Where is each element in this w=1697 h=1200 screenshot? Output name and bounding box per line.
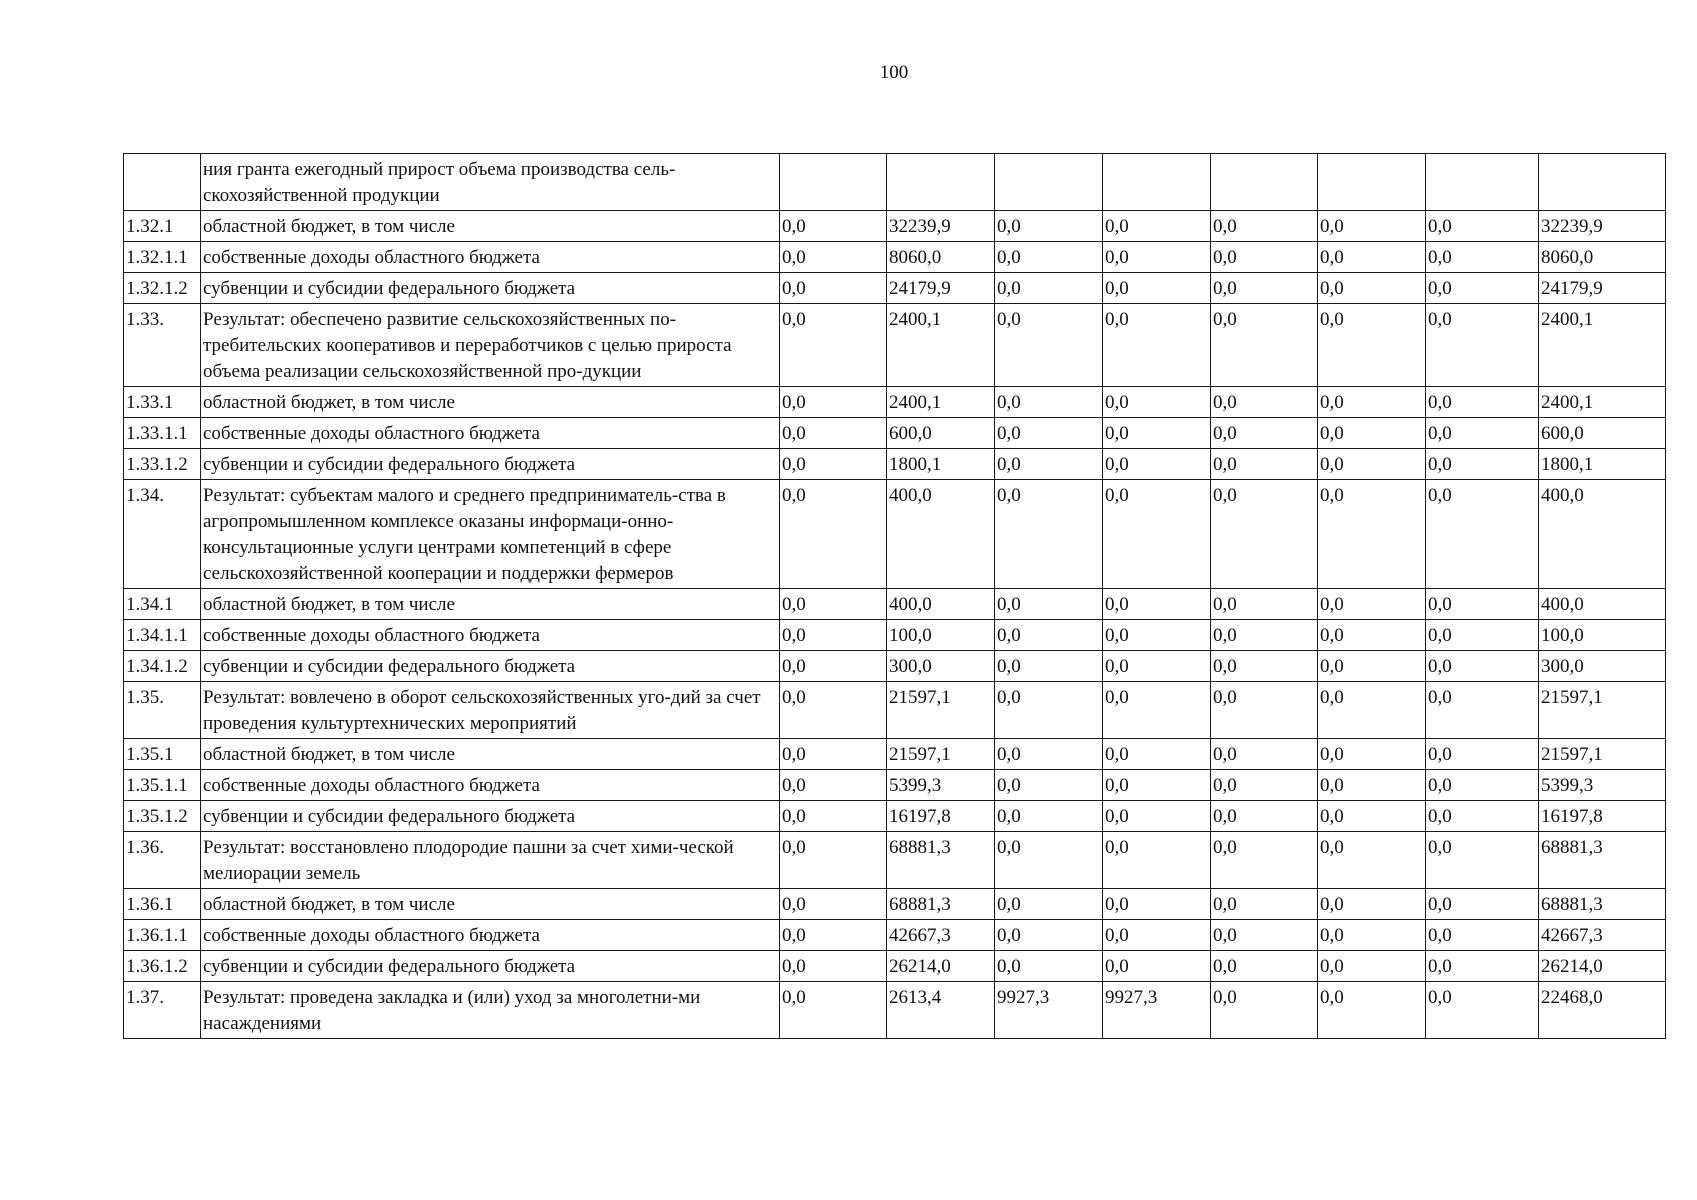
row-description-cell: Результат: субъектам малого и среднего предприниматель-ства в агропромышленном комплексе оказаны информаци-онно-консультационные услуги центрами компетенций в сфере сельскохозяйственной кооперации и поддержки фермеров: [201, 480, 780, 589]
value-cell: 600,0: [887, 418, 995, 449]
value-cell: [780, 154, 887, 211]
value-cell: 0,0: [1318, 589, 1426, 620]
value-cell: 0,0: [995, 387, 1103, 418]
value-cell: 0,0: [780, 273, 887, 304]
value-cell: 9927,3: [995, 982, 1103, 1039]
table-row: [124, 449, 1666, 480]
row-code-cell: 1.36.1.2: [124, 951, 201, 982]
value-cell: 0,0: [1211, 801, 1318, 832]
row-code-cell: 1.35.1.1: [124, 770, 201, 801]
value-cell: 8060,0: [1539, 242, 1666, 273]
value-cell: 0,0: [1318, 304, 1426, 387]
value-cell: 0,0: [780, 651, 887, 682]
row-description-cell: субвенции и субсидии федерального бюджета: [201, 651, 780, 682]
value-cell: 0,0: [780, 770, 887, 801]
value-cell: 0,0: [1103, 480, 1211, 589]
row-description-cell: собственные доходы областного бюджета: [201, 770, 780, 801]
row-description-cell: Результат: проведена закладка и (или) уход за многолетни-ми насаждениями: [201, 982, 780, 1039]
row-description-cell: областной бюджет, в том числе: [201, 211, 780, 242]
value-cell: [995, 154, 1103, 211]
value-cell: 0,0: [780, 982, 887, 1039]
value-cell: 400,0: [887, 480, 995, 589]
value-cell: 2400,1: [887, 387, 995, 418]
value-cell: 0,0: [780, 739, 887, 770]
value-cell: 0,0: [1211, 211, 1318, 242]
value-cell: 0,0: [1318, 982, 1426, 1039]
row-code-cell: 1.32.1.2: [124, 273, 201, 304]
value-cell: 0,0: [1103, 589, 1211, 620]
row-description-cell: областной бюджет, в том числе: [201, 387, 780, 418]
value-cell: 0,0: [1103, 801, 1211, 832]
row-code-cell: 1.33.1.2: [124, 449, 201, 480]
value-cell: 0,0: [995, 211, 1103, 242]
value-cell: 0,0: [780, 951, 887, 982]
value-cell: [1318, 154, 1426, 211]
table-row: [124, 304, 1666, 387]
value-cell: 0,0: [1318, 770, 1426, 801]
row-description-cell: собственные доходы областного бюджета: [201, 242, 780, 273]
value-cell: 0,0: [1103, 304, 1211, 387]
row-description-cell: субвенции и субсидии федерального бюджета: [201, 801, 780, 832]
value-cell: 5399,3: [1539, 770, 1666, 801]
value-cell: 0,0: [1318, 832, 1426, 889]
value-cell: 0,0: [1103, 418, 1211, 449]
value-cell: 0,0: [1103, 273, 1211, 304]
value-cell: 0,0: [1426, 620, 1539, 651]
value-cell: 0,0: [995, 889, 1103, 920]
table-row: [124, 801, 1666, 832]
value-cell: 0,0: [1103, 739, 1211, 770]
row-description-cell: собственные доходы областного бюджета: [201, 418, 780, 449]
table-row: [124, 982, 1666, 1039]
value-cell: 22468,0: [1539, 982, 1666, 1039]
row-code-cell: 1.35.1: [124, 739, 201, 770]
table-row: [124, 951, 1666, 982]
value-cell: 0,0: [1103, 682, 1211, 739]
value-cell: 0,0: [1426, 651, 1539, 682]
value-cell: 0,0: [1426, 480, 1539, 589]
value-cell: 0,0: [1211, 242, 1318, 273]
value-cell: 0,0: [995, 739, 1103, 770]
value-cell: 0,0: [1318, 273, 1426, 304]
value-cell: 0,0: [995, 682, 1103, 739]
value-cell: 0,0: [1318, 418, 1426, 449]
row-code-cell: 1.33.: [124, 304, 201, 387]
table-row: [124, 770, 1666, 801]
value-cell: 600,0: [1539, 418, 1666, 449]
value-cell: 21597,1: [1539, 739, 1666, 770]
value-cell: 0,0: [1211, 651, 1318, 682]
value-cell: 0,0: [1426, 920, 1539, 951]
value-cell: 0,0: [1318, 951, 1426, 982]
value-cell: 0,0: [995, 620, 1103, 651]
value-cell: 0,0: [1103, 651, 1211, 682]
value-cell: 1800,1: [1539, 449, 1666, 480]
value-cell: 0,0: [1426, 982, 1539, 1039]
table-row: [124, 889, 1666, 920]
row-code-cell: 1.36.1.1: [124, 920, 201, 951]
value-cell: 0,0: [1318, 739, 1426, 770]
row-code-cell: 1.33.1: [124, 387, 201, 418]
value-cell: 0,0: [780, 801, 887, 832]
value-cell: 0,0: [1103, 889, 1211, 920]
value-cell: 24179,9: [1539, 273, 1666, 304]
value-cell: 0,0: [780, 242, 887, 273]
row-description-cell: собственные доходы областного бюджета: [201, 620, 780, 651]
value-cell: 0,0: [1211, 951, 1318, 982]
value-cell: 0,0: [1103, 242, 1211, 273]
value-cell: 0,0: [995, 273, 1103, 304]
value-cell: 26214,0: [887, 951, 995, 982]
table-row: [124, 418, 1666, 449]
value-cell: 0,0: [780, 304, 887, 387]
value-cell: 68881,3: [1539, 889, 1666, 920]
row-description-cell: ния гранта ежегодный прирост объема производства сель-скохозяйственной продукции: [201, 154, 780, 211]
row-description-cell: субвенции и субсидии федерального бюджета: [201, 273, 780, 304]
value-cell: 1800,1: [887, 449, 995, 480]
value-cell: 0,0: [1426, 449, 1539, 480]
row-code-cell: 1.36.: [124, 832, 201, 889]
value-cell: 0,0: [995, 770, 1103, 801]
row-description-cell: областной бюджет, в том числе: [201, 589, 780, 620]
value-cell: 100,0: [1539, 620, 1666, 651]
value-cell: 2613,4: [887, 982, 995, 1039]
value-cell: 0,0: [1211, 620, 1318, 651]
value-cell: 5399,3: [887, 770, 995, 801]
value-cell: 0,0: [1211, 480, 1318, 589]
value-cell: 300,0: [1539, 651, 1666, 682]
value-cell: 26214,0: [1539, 951, 1666, 982]
value-cell: 0,0: [780, 889, 887, 920]
value-cell: 0,0: [1426, 304, 1539, 387]
value-cell: 0,0: [1318, 889, 1426, 920]
value-cell: 42667,3: [1539, 920, 1666, 951]
row-description-cell: областной бюджет, в том числе: [201, 889, 780, 920]
value-cell: 68881,3: [1539, 832, 1666, 889]
value-cell: 0,0: [1211, 770, 1318, 801]
page-number: 100: [879, 62, 909, 83]
value-cell: 300,0: [887, 651, 995, 682]
value-cell: 0,0: [1426, 739, 1539, 770]
row-description-cell: областной бюджет, в том числе: [201, 739, 780, 770]
value-cell: 2400,1: [887, 304, 995, 387]
value-cell: 0,0: [1103, 920, 1211, 951]
row-description-cell: субвенции и субсидии федерального бюджета: [201, 951, 780, 982]
value-cell: 16197,8: [887, 801, 995, 832]
value-cell: 0,0: [1211, 920, 1318, 951]
value-cell: 0,0: [1318, 449, 1426, 480]
value-cell: 0,0: [995, 480, 1103, 589]
value-cell: 32239,9: [1539, 211, 1666, 242]
value-cell: 0,0: [1318, 620, 1426, 651]
value-cell: 0,0: [1318, 387, 1426, 418]
value-cell: 2400,1: [1539, 387, 1666, 418]
row-code-cell: 1.35.1.2: [124, 801, 201, 832]
value-cell: 2400,1: [1539, 304, 1666, 387]
value-cell: 0,0: [995, 418, 1103, 449]
row-description-cell: Результат: восстановлено плодородие пашни за счет хими-ческой мелиорации земель: [201, 832, 780, 889]
value-cell: 42667,3: [887, 920, 995, 951]
value-cell: 0,0: [1318, 682, 1426, 739]
value-cell: 400,0: [1539, 589, 1666, 620]
value-cell: 0,0: [1426, 889, 1539, 920]
table-row: [124, 211, 1666, 242]
value-cell: 0,0: [780, 920, 887, 951]
value-cell: 21597,1: [887, 682, 995, 739]
value-cell: 0,0: [1318, 920, 1426, 951]
value-cell: 0,0: [1103, 387, 1211, 418]
value-cell: 0,0: [1426, 951, 1539, 982]
value-cell: 0,0: [995, 832, 1103, 889]
value-cell: 32239,9: [887, 211, 995, 242]
value-cell: 0,0: [995, 242, 1103, 273]
value-cell: 0,0: [995, 589, 1103, 620]
value-cell: 0,0: [1211, 387, 1318, 418]
value-cell: 0,0: [1318, 651, 1426, 682]
value-cell: 0,0: [1318, 480, 1426, 589]
table-row: [124, 832, 1666, 889]
value-cell: 0,0: [1211, 739, 1318, 770]
value-cell: 0,0: [780, 589, 887, 620]
value-cell: 68881,3: [887, 832, 995, 889]
row-code-cell: 1.37.: [124, 982, 201, 1039]
row-code-cell: 1.34.1.1: [124, 620, 201, 651]
value-cell: [1426, 154, 1539, 211]
table-row: [124, 480, 1666, 589]
value-cell: 0,0: [1426, 242, 1539, 273]
row-description-cell: Результат: вовлечено в оборот сельскохозяйственных уго-дий за счет проведения культуртехнических мероприятий: [201, 682, 780, 739]
table-body: [124, 154, 1666, 1039]
value-cell: 9927,3: [1103, 982, 1211, 1039]
row-code-cell: [124, 154, 201, 211]
value-cell: 100,0: [887, 620, 995, 651]
value-cell: 0,0: [780, 682, 887, 739]
table-row: [124, 651, 1666, 682]
value-cell: [887, 154, 995, 211]
value-cell: 0,0: [1211, 273, 1318, 304]
value-cell: 24179,9: [887, 273, 995, 304]
value-cell: 400,0: [887, 589, 995, 620]
value-cell: 0,0: [1211, 589, 1318, 620]
value-cell: 0,0: [1426, 273, 1539, 304]
value-cell: 0,0: [1426, 589, 1539, 620]
value-cell: 21597,1: [1539, 682, 1666, 739]
value-cell: 0,0: [995, 304, 1103, 387]
table-row: [124, 154, 1666, 211]
row-code-cell: 1.32.1: [124, 211, 201, 242]
value-cell: 0,0: [1318, 801, 1426, 832]
value-cell: 0,0: [1103, 211, 1211, 242]
value-cell: 0,0: [1426, 682, 1539, 739]
value-cell: 0,0: [780, 449, 887, 480]
row-code-cell: 1.34.: [124, 480, 201, 589]
table-row: [124, 387, 1666, 418]
value-cell: 0,0: [1211, 832, 1318, 889]
value-cell: 0,0: [780, 620, 887, 651]
value-cell: 21597,1: [887, 739, 995, 770]
budget-table-container: [123, 153, 1665, 1039]
value-cell: 16197,8: [1539, 801, 1666, 832]
value-cell: 0,0: [1103, 449, 1211, 480]
table-row: [124, 682, 1666, 739]
value-cell: 0,0: [1426, 770, 1539, 801]
row-description-cell: Результат: обеспечено развитие сельскохозяйственных по-требительских кооперативов и переработчиков с целью прироста объема реализации сельскохозяйственной про-дукции: [201, 304, 780, 387]
row-code-cell: 1.34.1.2: [124, 651, 201, 682]
table-row: [124, 739, 1666, 770]
value-cell: [1103, 154, 1211, 211]
value-cell: 68881,3: [887, 889, 995, 920]
value-cell: 0,0: [1426, 832, 1539, 889]
value-cell: 8060,0: [887, 242, 995, 273]
value-cell: 0,0: [1211, 449, 1318, 480]
value-cell: 0,0: [1103, 620, 1211, 651]
row-code-cell: 1.36.1: [124, 889, 201, 920]
value-cell: 0,0: [1426, 387, 1539, 418]
row-code-cell: 1.34.1: [124, 589, 201, 620]
value-cell: 0,0: [1103, 832, 1211, 889]
table-row: [124, 920, 1666, 951]
value-cell: 0,0: [1211, 304, 1318, 387]
table-row: [124, 273, 1666, 304]
row-code-cell: 1.35.: [124, 682, 201, 739]
value-cell: 0,0: [995, 951, 1103, 982]
value-cell: 0,0: [1103, 770, 1211, 801]
value-cell: 0,0: [1211, 982, 1318, 1039]
table-row: [124, 589, 1666, 620]
table-row: [124, 242, 1666, 273]
value-cell: 0,0: [1318, 242, 1426, 273]
value-cell: 0,0: [1426, 211, 1539, 242]
row-code-cell: 1.32.1.1: [124, 242, 201, 273]
value-cell: 0,0: [780, 418, 887, 449]
value-cell: 0,0: [1211, 889, 1318, 920]
value-cell: 0,0: [1211, 418, 1318, 449]
value-cell: 0,0: [1318, 211, 1426, 242]
value-cell: 0,0: [1211, 682, 1318, 739]
row-description-cell: собственные доходы областного бюджета: [201, 920, 780, 951]
value-cell: 0,0: [995, 801, 1103, 832]
value-cell: 0,0: [780, 832, 887, 889]
value-cell: 0,0: [780, 480, 887, 589]
value-cell: 0,0: [1426, 418, 1539, 449]
value-cell: 0,0: [995, 651, 1103, 682]
value-cell: 0,0: [1103, 951, 1211, 982]
budget-table: [123, 153, 1666, 1039]
row-description-cell: субвенции и субсидии федерального бюджета: [201, 449, 780, 480]
value-cell: 0,0: [780, 211, 887, 242]
value-cell: 0,0: [995, 449, 1103, 480]
table-row: [124, 620, 1666, 651]
value-cell: [1211, 154, 1318, 211]
value-cell: 0,0: [780, 387, 887, 418]
value-cell: 400,0: [1539, 480, 1666, 589]
value-cell: 0,0: [995, 920, 1103, 951]
row-code-cell: 1.33.1.1: [124, 418, 201, 449]
value-cell: [1539, 154, 1666, 211]
value-cell: 0,0: [1426, 801, 1539, 832]
